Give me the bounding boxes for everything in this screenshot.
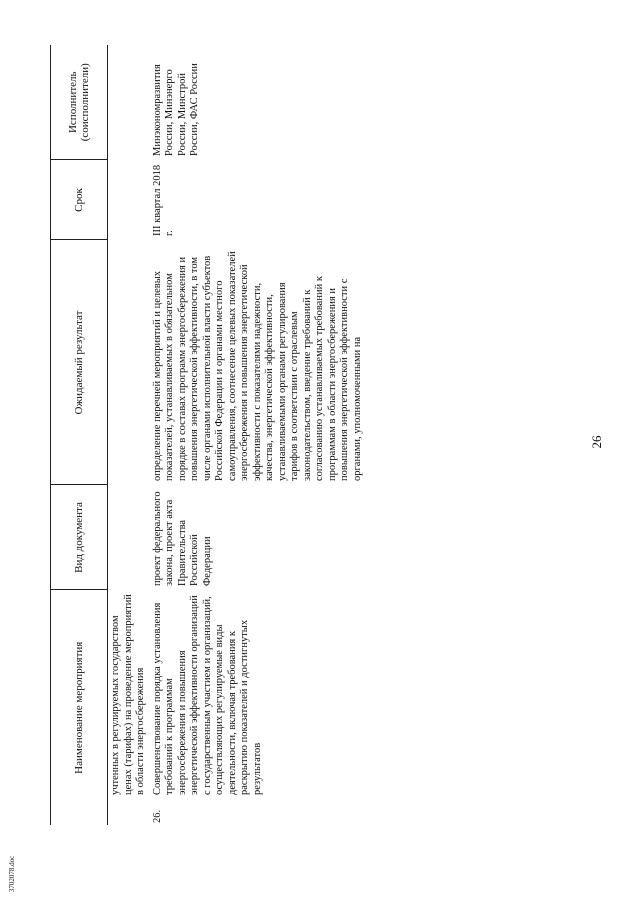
footer-document-code: 3702078.doc <box>8 855 16 893</box>
measures-table <box>50 45 366 825</box>
row-term <box>108 160 150 240</box>
header-term: Срок <box>51 160 108 240</box>
table-header-row <box>51 45 108 825</box>
header-result: Ожидаемый результат <box>51 240 108 485</box>
row-number: 26. <box>151 809 163 823</box>
row-executor <box>108 45 150 160</box>
page-number: 26 <box>589 435 604 449</box>
header-name: Наименование мероприятия <box>51 590 108 825</box>
row-doc-type <box>108 485 150 590</box>
table-row <box>150 45 367 825</box>
row-term: III квартал 2018 г. <box>151 164 175 236</box>
header-executor: Исполнитель (соисполнители) <box>51 45 108 160</box>
header-doc-type: Вид документа <box>51 485 108 590</box>
row-result <box>108 240 150 485</box>
row-doc-type: проект федерального закона, проект акта Правительства Российской Федерации <box>151 491 213 586</box>
table-row <box>108 45 150 825</box>
row-name: Совершенствование порядка установления требований к программам энергосбережения и повышения энергетической эффективности организаций с государственным участием и организаций, осуществляющих регулируемые виды деятельности, включая требования к раскрытию показателей и достигнутых результатов <box>151 595 263 795</box>
row-name: учтенных в регулируемых государством ценах (тарифах) на проведение мероприятий в области энергосбережения <box>110 594 146 795</box>
row-name-cell <box>150 590 367 825</box>
rotated-table-block <box>50 45 608 825</box>
row-result: определение перечней мероприятий и целевых показателей, устанавливаемых в обязательном порядке в составах программ энергосбережения и повышения энергетической эффективности, в том числе органами исполнительной власти субъектов Российской Федерации и органами местного самоуправления, соотнесение целевых показателей энергосбережения и повышения энергетической эффективности с показателями надежности, качества, энергетической эффективности, устанавливаемыми органами регулирования тарифов в соответствии с отраслевым законодательством, введение требований к согласованию устанавливаемых требований к программам в области энергосбережения и повышения энергетической эффективности с органами, уполномоченными на <box>151 251 363 481</box>
row-executor: Минэкономразвития России, Минэнерго России, Минстрой России, ФАС России <box>151 63 200 156</box>
